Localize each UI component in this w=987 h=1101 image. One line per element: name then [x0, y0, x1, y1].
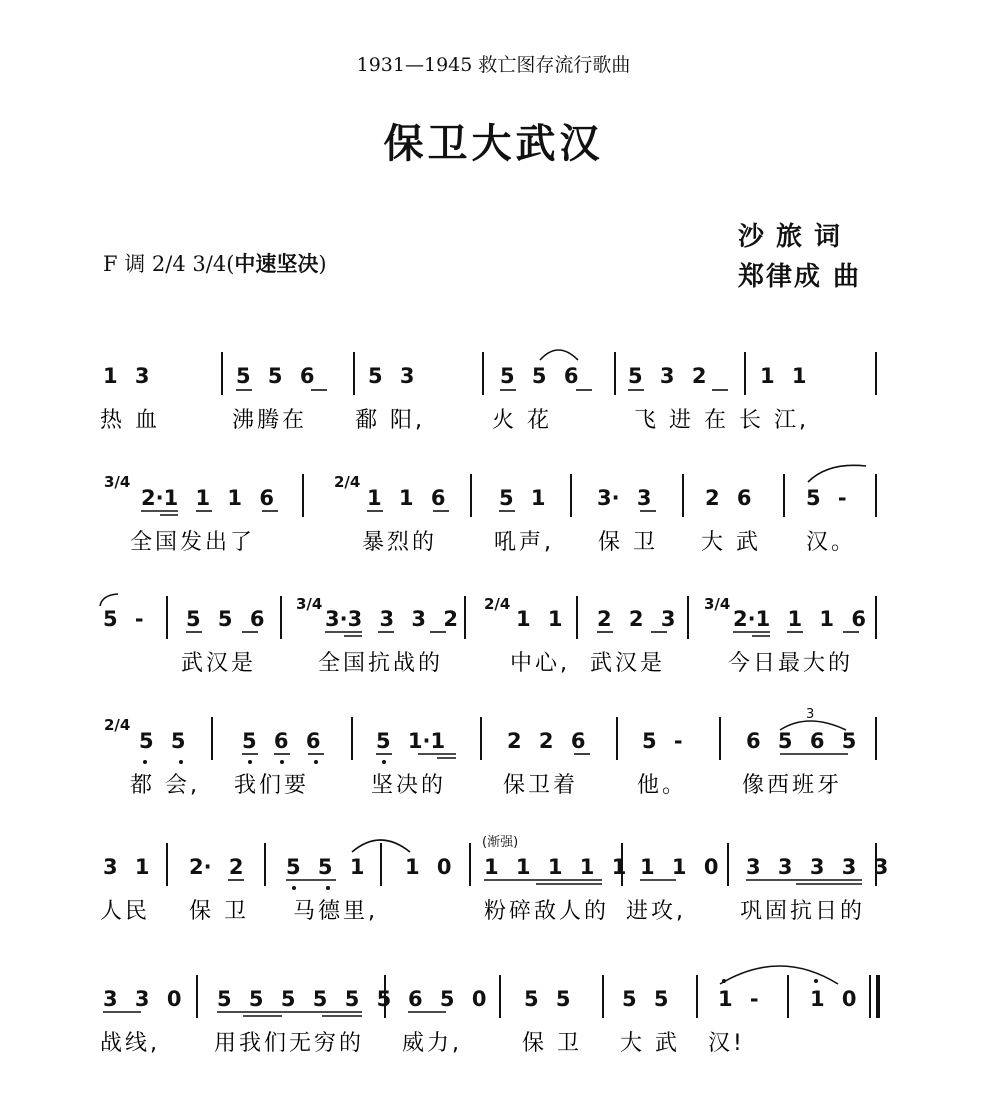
- song-title: 保卫大武汉: [383, 120, 604, 167]
- tie: [100, 594, 118, 606]
- lyric: 吼声,: [494, 530, 554, 555]
- note-group: 5 5 6: [500, 364, 579, 388]
- note-group: 2 2 3: [597, 607, 676, 631]
- lyric: 坚决的: [371, 773, 447, 798]
- staff-row-5: [103, 835, 888, 890]
- note-group: 3 3 0: [103, 987, 182, 1011]
- note-group: 5 -: [806, 486, 847, 510]
- lyric: 威力,: [402, 1031, 462, 1056]
- staff-row-4: [104, 707, 876, 764]
- note-group: 5 6 6: [242, 729, 321, 753]
- lyric: 人民: [100, 899, 151, 924]
- series-title: 1931—1945 救亡图存流行歌曲: [356, 54, 631, 76]
- note-group: 1 3: [103, 364, 150, 388]
- note-group: 6 5 6 5: [746, 729, 857, 753]
- composer-credit: 郑律成 曲: [738, 262, 862, 292]
- note-group: 3·3 3 3 2: [325, 607, 458, 631]
- lyric: 像西班牙: [742, 773, 843, 798]
- lyric: 汉!: [708, 1031, 745, 1056]
- note-group: 5 3 2: [628, 364, 707, 388]
- staff-row-3: [100, 594, 876, 639]
- note-group: 3· 3: [597, 486, 652, 510]
- lyric: 全国抗战的: [318, 651, 444, 676]
- note-group: 1 1 0: [640, 855, 719, 879]
- time-signature: 2/4: [104, 716, 131, 734]
- lyric: 保卫着: [503, 773, 579, 798]
- lyric: 战线,: [100, 1031, 160, 1056]
- note-group: 3 1: [103, 855, 150, 879]
- time-signature: 2/4: [484, 595, 511, 613]
- note-group: 5 5 6: [186, 607, 265, 631]
- dynamic-marking: (渐强): [482, 835, 519, 850]
- note-group: 1 1 1 1 1: [484, 855, 627, 879]
- note-group: 5 -: [103, 607, 144, 631]
- lyric: 鄱 阳,: [355, 408, 425, 433]
- lyric: 我们要: [234, 773, 310, 798]
- note-group: 5 5 5 5 5 5: [217, 987, 392, 1011]
- note-group: 1 0: [810, 987, 857, 1011]
- slur: [540, 350, 578, 360]
- staff-row-6: [103, 966, 878, 1018]
- note-group: 2· 2: [189, 855, 244, 879]
- note-group: 5 1·1: [376, 729, 446, 753]
- lyric: 大 武: [620, 1031, 680, 1056]
- lyric: 沸腾在: [232, 408, 308, 433]
- lyricist-credit: 沙旅词: [738, 222, 853, 252]
- note-group: 6 5 0: [408, 987, 487, 1011]
- staff-row-1: [103, 350, 876, 395]
- staff-row-2: [104, 465, 876, 517]
- lyric: 全国发出了: [130, 530, 256, 555]
- note-group: 1 0: [405, 855, 452, 879]
- time-signature: 3/4: [104, 473, 131, 491]
- lyric: 都 会,: [130, 773, 200, 798]
- lyric: 用我们无穷的: [214, 1031, 365, 1056]
- lyric: 进攻,: [626, 899, 686, 924]
- lyric: 保 卫: [598, 530, 658, 555]
- note-group: 2 2 6: [507, 729, 586, 753]
- key-prefix: F 调 2/4 3/4(: [103, 252, 235, 276]
- lyric: 大 武: [701, 530, 761, 555]
- note-group: 2·1 1 1 6: [733, 607, 866, 631]
- lyric: 武汉是: [181, 651, 257, 676]
- lyric: 马德里,: [293, 899, 378, 924]
- note-group: 5 1: [499, 486, 546, 510]
- note-group: 1 1 6: [367, 486, 446, 510]
- lyric: 暴烈的: [362, 530, 438, 555]
- tempo-marking: 中速坚决: [234, 251, 319, 276]
- note-group: 3 3 3 3 3: [746, 855, 889, 879]
- note-group: 1 1: [760, 364, 807, 388]
- note-group: 5 3: [368, 364, 415, 388]
- lyric: 今日最大的: [728, 651, 854, 676]
- lyric: 火 花: [492, 408, 552, 433]
- lyric: 保 卫: [189, 899, 249, 924]
- note-group: 5 -: [642, 729, 683, 753]
- tie: [808, 465, 866, 482]
- note-group: 1 -: [718, 987, 759, 1011]
- lyric: 飞 进 在 长 江,: [634, 408, 809, 433]
- lyric: 保 卫: [522, 1031, 582, 1056]
- note-group: 5 5 6: [236, 364, 315, 388]
- tie: [720, 966, 838, 984]
- lyric: 巩固抗日的: [740, 899, 866, 924]
- lyric: 粉碎敌人的: [484, 899, 610, 924]
- key-suffix: ): [318, 252, 327, 276]
- note-group: 2 6: [705, 486, 752, 510]
- note-group: 5 5 1: [286, 855, 365, 879]
- time-signature: 2/4: [334, 473, 361, 491]
- lyric: 他。: [637, 773, 688, 798]
- note-group: 5 5: [622, 987, 669, 1011]
- note-group: 2·1 1 1 6: [141, 486, 274, 510]
- time-signature: 3/4: [296, 595, 323, 613]
- note-group: 5 5: [139, 729, 186, 753]
- lyric: 武汉是: [590, 651, 666, 676]
- lyric: 汉。: [806, 530, 857, 555]
- triplet-mark: 3: [806, 707, 815, 722]
- lyric: 中心,: [510, 651, 570, 676]
- time-signature: 3/4: [704, 595, 731, 613]
- lyric: 热 血: [100, 408, 160, 433]
- note-group: 5 5: [524, 987, 571, 1011]
- note-group: 1 1: [516, 607, 563, 631]
